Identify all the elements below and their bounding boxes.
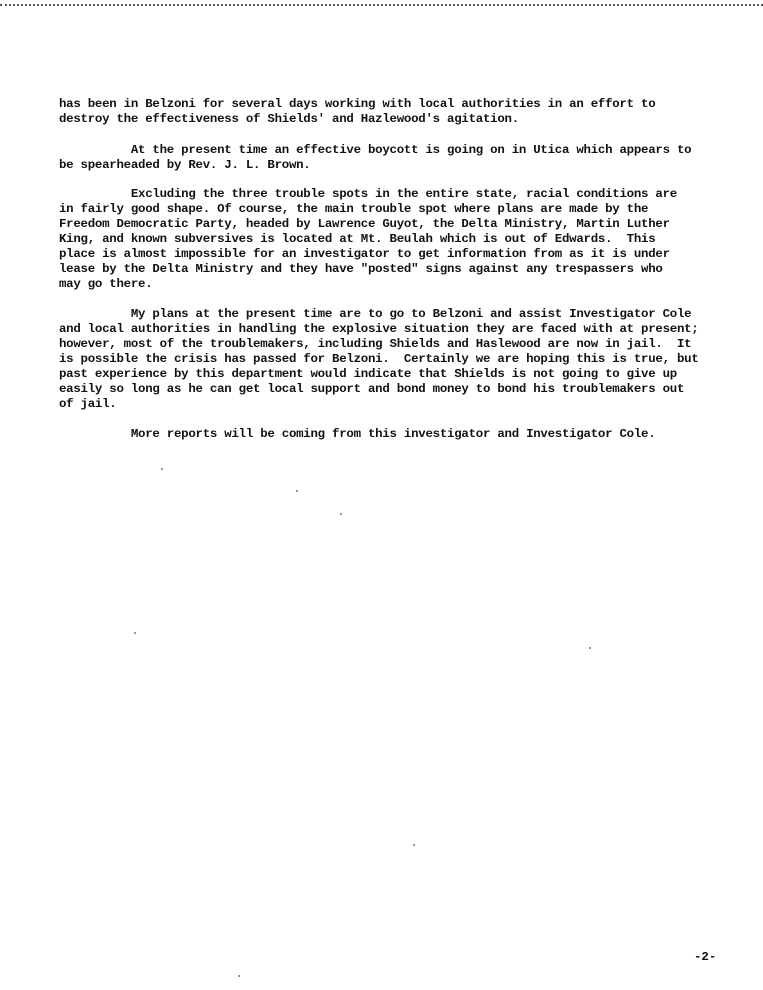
scan-speck (340, 513, 342, 515)
scan-speck (238, 975, 240, 977)
paragraph-5: More reports will be coming from this investigator and Investigator Cole. (59, 427, 656, 441)
paragraph-1: has been in Belzoni for several days working with local authorities in an effort to destroy the effectiveness of Shields' and Hazlewood's agitation. (59, 97, 656, 126)
scan-speck (134, 632, 136, 634)
scan-speck (161, 468, 163, 470)
scan-speck (413, 844, 415, 846)
scan-speck (296, 490, 298, 492)
scan-speck (589, 647, 591, 649)
paragraph-4: My plans at the present time are to go to Belzoni and assist Investigator Cole and local authorities in handling the explosive situation they are faced with at present; however, most of the troublemakers, including Shields and Haslewood are now in jail. It is possible the crisis has passed for Belzoni. Certainly we are hoping this is true, but past experience by this department would indicate that Shields is not going to give up easily so long as he can get local support and bond money to bond his troublemakers out of jail. (59, 307, 699, 411)
page-number: -2- (694, 950, 717, 964)
paragraph-2: At the present time an effective boycott is going on in Utica which appears to be spearheaded by Rev. J. L. Brown. (59, 143, 692, 172)
page-top-edge (0, 0, 763, 6)
paragraph-3: Excluding the three trouble spots in the entire state, racial conditions are in fairly good shape. Of course, the main trouble spot where plans are made by the Freedom Democratic Party, headed by Lawrence Guyot, the Delta Ministry, Martin Luther King, and known subversives is located at Mt. Beulah which is out of Edwards. This place is almost impossible for an investigator to get information from as it is under lease by the Delta Ministry and they have "posted" signs against any trespassers who may go there. (59, 187, 677, 291)
